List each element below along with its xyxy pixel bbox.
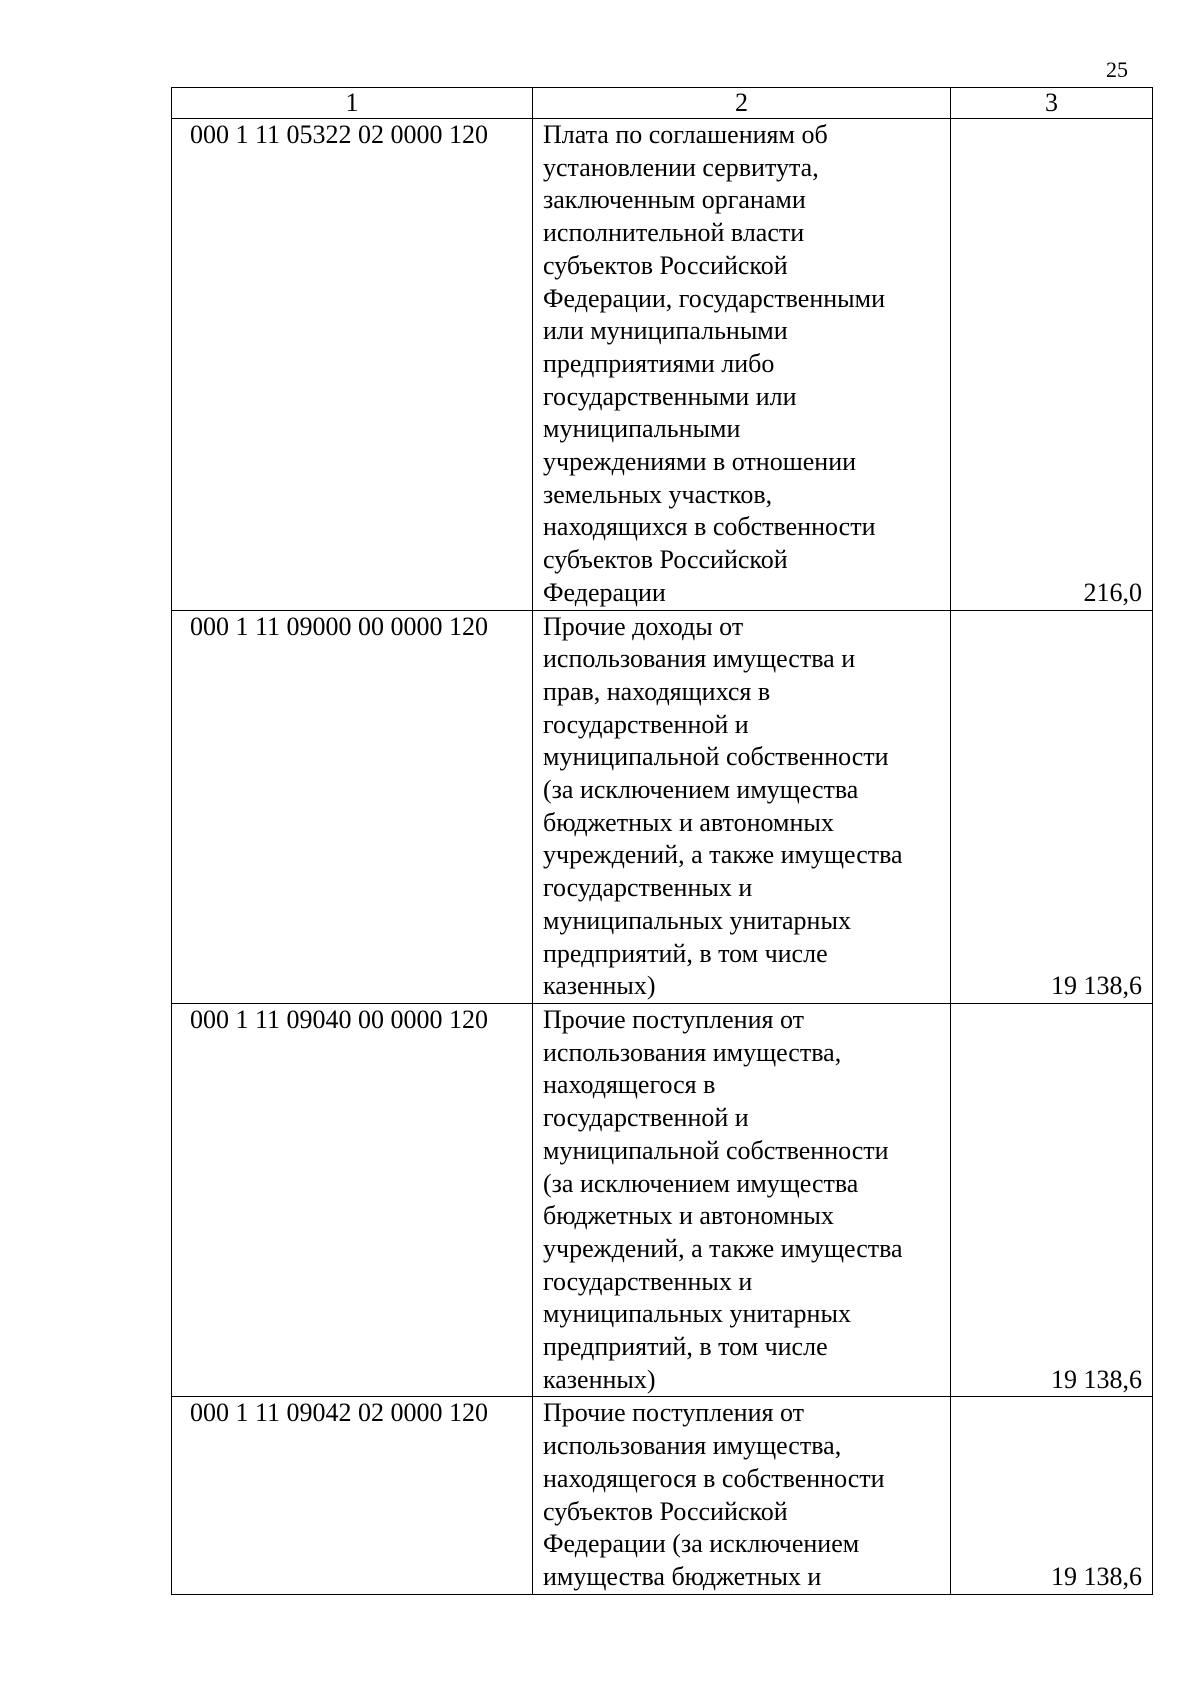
budget-code: 000 1 11 09040 00 0000 120: [172, 1003, 533, 1396]
table-row: [172, 1003, 1153, 1396]
amount: 19 138,6: [951, 610, 1153, 1003]
header-col-1: 1: [172, 88, 533, 119]
amount: 19 138,6: [951, 1397, 1153, 1594]
income-name: Прочие поступления от использования имущества, находящегося в государственной и муниципальной собственности (за исключением имущества бюджетных и автономных учреждений, а также имущества государственных и муниципальных унитарных предприятий, в том числе казенных): [533, 1003, 951, 1396]
table-row: [172, 610, 1153, 1003]
budget-code: 000 1 11 05322 02 0000 120: [172, 119, 533, 611]
budget-table: [171, 87, 1153, 1595]
income-name: Прочие поступления от использования имущества, находящегося в собственности субъектов Российской Федерации (за исключением имущества бюджетных и: [533, 1397, 951, 1594]
amount: 216,0: [951, 119, 1153, 611]
table-row: [172, 1397, 1153, 1594]
header-col-2: 2: [533, 88, 951, 119]
page-number: 25: [1106, 57, 1128, 82]
table-header-row: [172, 88, 1153, 119]
income-name: Прочие доходы от использования имущества и прав, находящихся в государственной и муниципальной собственности (за исключением имущества бюджетных и автономных учреждений, а также имущества государственных и муниципальных унитарных предприятий, в том числе казенных): [533, 610, 951, 1003]
budget-code: 000 1 11 09000 00 0000 120: [172, 610, 533, 1003]
income-name: Плата по соглашениям об установлении сервитута, заключенным органами исполнительной власти субъектов Российской Федерации, государственными или муниципальными предприятиями либо государственными или муниципальными учреждениями в отношении земельных участков, находящихся в собственности субъектов Российской Федерации: [533, 119, 951, 611]
budget-code: 000 1 11 09042 02 0000 120: [172, 1397, 533, 1594]
table-row: [172, 119, 1153, 611]
header-col-3: 3: [951, 88, 1153, 119]
amount: 19 138,6: [951, 1003, 1153, 1396]
